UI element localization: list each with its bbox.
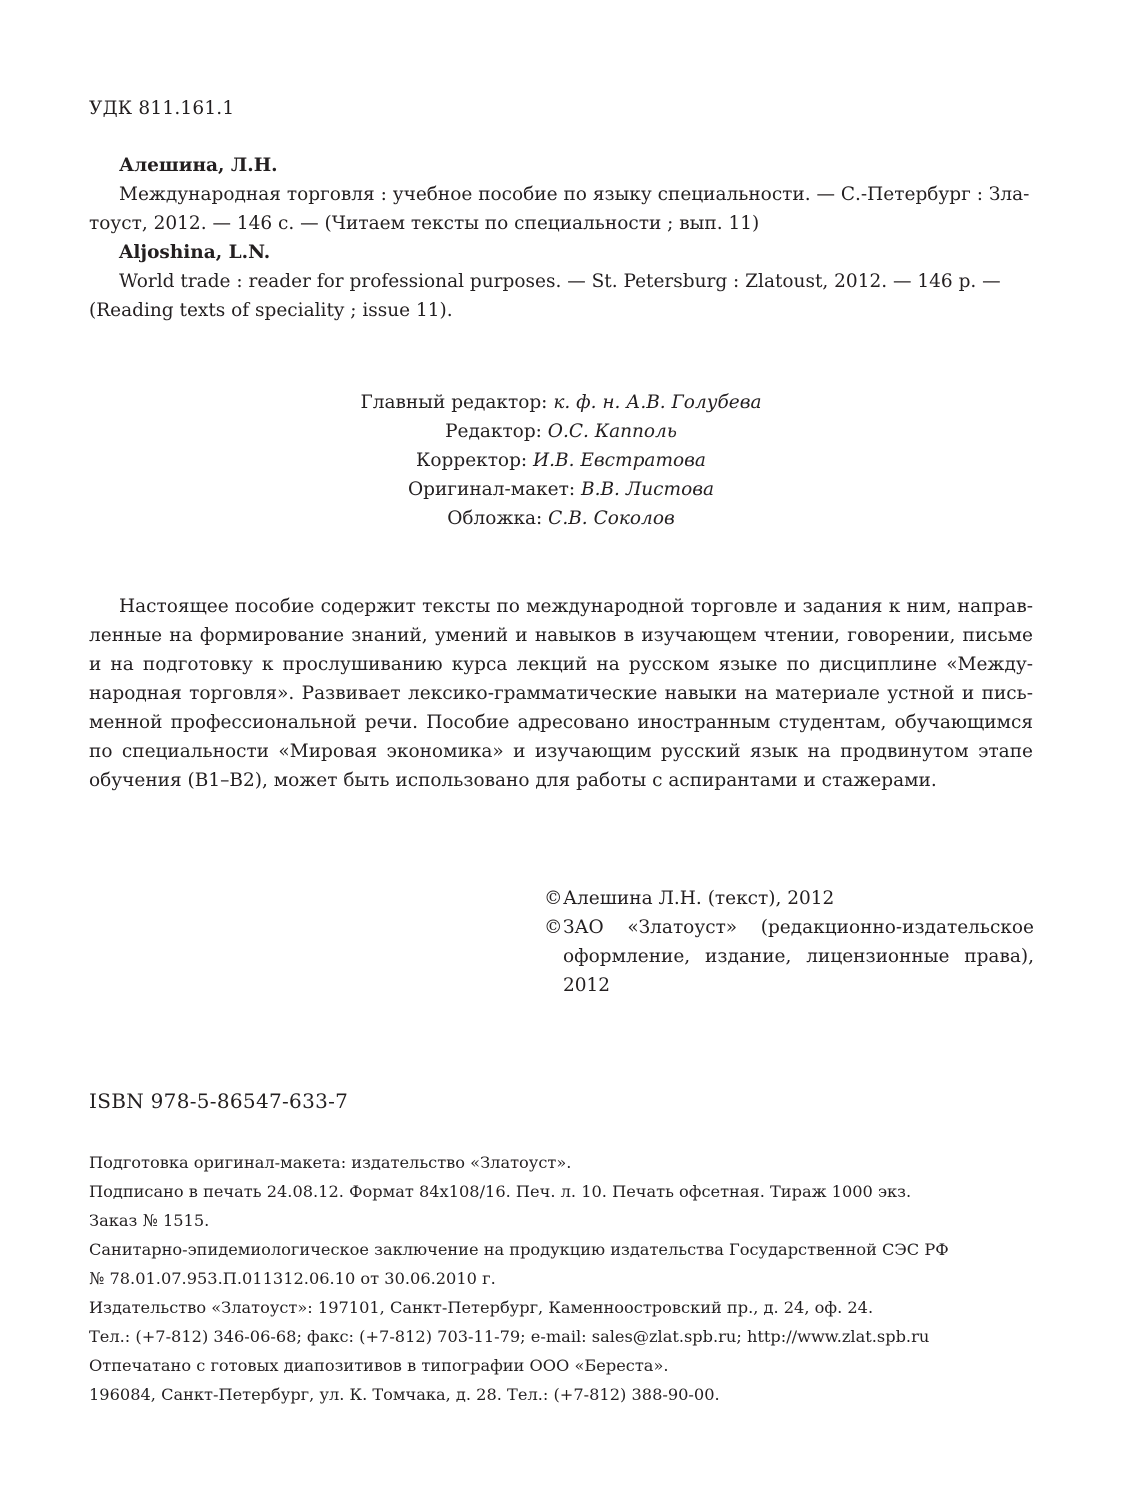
editorial-staff bbox=[89, 388, 1033, 533]
description-en-line-2: (Reading texts of speciality ; issue 11). bbox=[89, 300, 453, 321]
staff-name: В.В. Листова bbox=[580, 479, 715, 500]
abstract-paragraph: Настоящее пособие содержит тексты по международной торговле и задания к ним, направленные на формирование знаний, умений и навыков в изучающем чтении, говорении, письме и на подготовку к прослушиванию курса лекций на русском языке по дисциплине «Международная торговля». Развивает лексико-грамматические навыки на материале устной и письменной профессиональной речи. Пособие адресовано иностранным студентам, обучающимся по специальности «Мировая экономика» и изучающим русский язык на продвинутом этапе обучения (B1–B2), может быть использовано для работы с аспирантами и стажерами. bbox=[89, 596, 1033, 791]
description-ru-line-2: тоуст, 2012. — 146 с. — (Читаем тексты по специальности ; вып. 11) bbox=[89, 213, 760, 234]
copyright-text: Алешина Л.Н. (текст), 2012 bbox=[563, 888, 835, 909]
description-ru-line-1: Международная торговля : учебное пособие по языку специальности. — С.-Петербург : Зла- bbox=[119, 184, 1030, 205]
imprint-block bbox=[89, 1148, 1033, 1409]
staff-cover bbox=[89, 504, 1033, 533]
staff-name: И.В. Евстратова bbox=[533, 450, 706, 471]
imprint-line: Издательство «Златоуст»: 197101, Санкт-Петербург, Каменноостровский пр., д. 24, оф. 24. bbox=[89, 1298, 874, 1317]
author-en bbox=[89, 238, 1033, 267]
copyright-author bbox=[544, 884, 1034, 913]
staff-role: Оригинал-макет: bbox=[407, 479, 581, 500]
staff-name: О.С. Капполь bbox=[547, 421, 677, 442]
staff-role: Корректор: bbox=[416, 450, 534, 471]
copyright-symbol: © bbox=[544, 917, 563, 938]
copyright-notices bbox=[544, 884, 1034, 1000]
copyright-symbol: © bbox=[544, 888, 563, 909]
bibliographic-record bbox=[89, 151, 1033, 325]
staff-role: Обложка: bbox=[447, 508, 549, 529]
udk-code: УДК 811.161.1 bbox=[89, 98, 235, 119]
staff-editor bbox=[89, 417, 1033, 446]
staff-name: С.В. Соколов bbox=[548, 508, 675, 529]
author-en-name: Aljoshina, L.N. bbox=[119, 242, 271, 263]
staff-role: Редактор: bbox=[445, 421, 548, 442]
imprint-line: Тел.: (+7-812) 346-06-68; факс: (+7-812) 703-11-79; e-mail: sales@zlat.spb.ru; http://www.zlat.spb.ru bbox=[89, 1327, 930, 1346]
imprint-line: Подготовка оригинал-макета: издательство «Златоуст». bbox=[89, 1153, 572, 1172]
imprint-line: 196084, Санкт-Петербург, ул. К. Томчака, д. 28. Тел.: (+7-812) 388-90-00. bbox=[89, 1385, 720, 1404]
copyright-publisher bbox=[544, 913, 1034, 1000]
imprint-line: Отпечатано с готовых диапозитивов в типографии ООО «Береста». bbox=[89, 1356, 669, 1375]
staff-layout bbox=[89, 475, 1033, 504]
author-ru-name: Алешина, Л.Н. bbox=[119, 155, 278, 176]
author-ru bbox=[89, 151, 1033, 180]
imprint-line: Подписано в печать 24.08.12. Формат 84x108/16. Печ. л. 10. Печать офсетная. Тираж 1000 экз. bbox=[89, 1182, 912, 1201]
staff-proofreader bbox=[89, 446, 1033, 475]
staff-name: к. ф. н. А.В. Голубева bbox=[553, 392, 762, 413]
description-en-line-1: World trade : reader for professional purposes. — St. Petersburg : Zlatoust, 2012. — 146 p. — bbox=[119, 271, 1001, 292]
imprint-line: № 78.01.07.953.П.011312.06.10 от 30.06.2010 г. bbox=[89, 1269, 496, 1288]
isbn: ISBN 978-5-86547-633-7 bbox=[89, 1089, 349, 1113]
staff-role: Главный редактор: bbox=[360, 392, 554, 413]
copyright-text: ЗАО «Златоуст» (редакционно-издательское оформление, издание, лицензионные права), 2012 bbox=[563, 917, 1034, 996]
imprint-line: Заказ № 1515. bbox=[89, 1211, 210, 1230]
imprint-line: Санитарно-эпидемиологическое заключение на продукцию издательства Государственной СЭС РФ bbox=[89, 1240, 949, 1259]
staff-chief-editor bbox=[89, 388, 1033, 417]
